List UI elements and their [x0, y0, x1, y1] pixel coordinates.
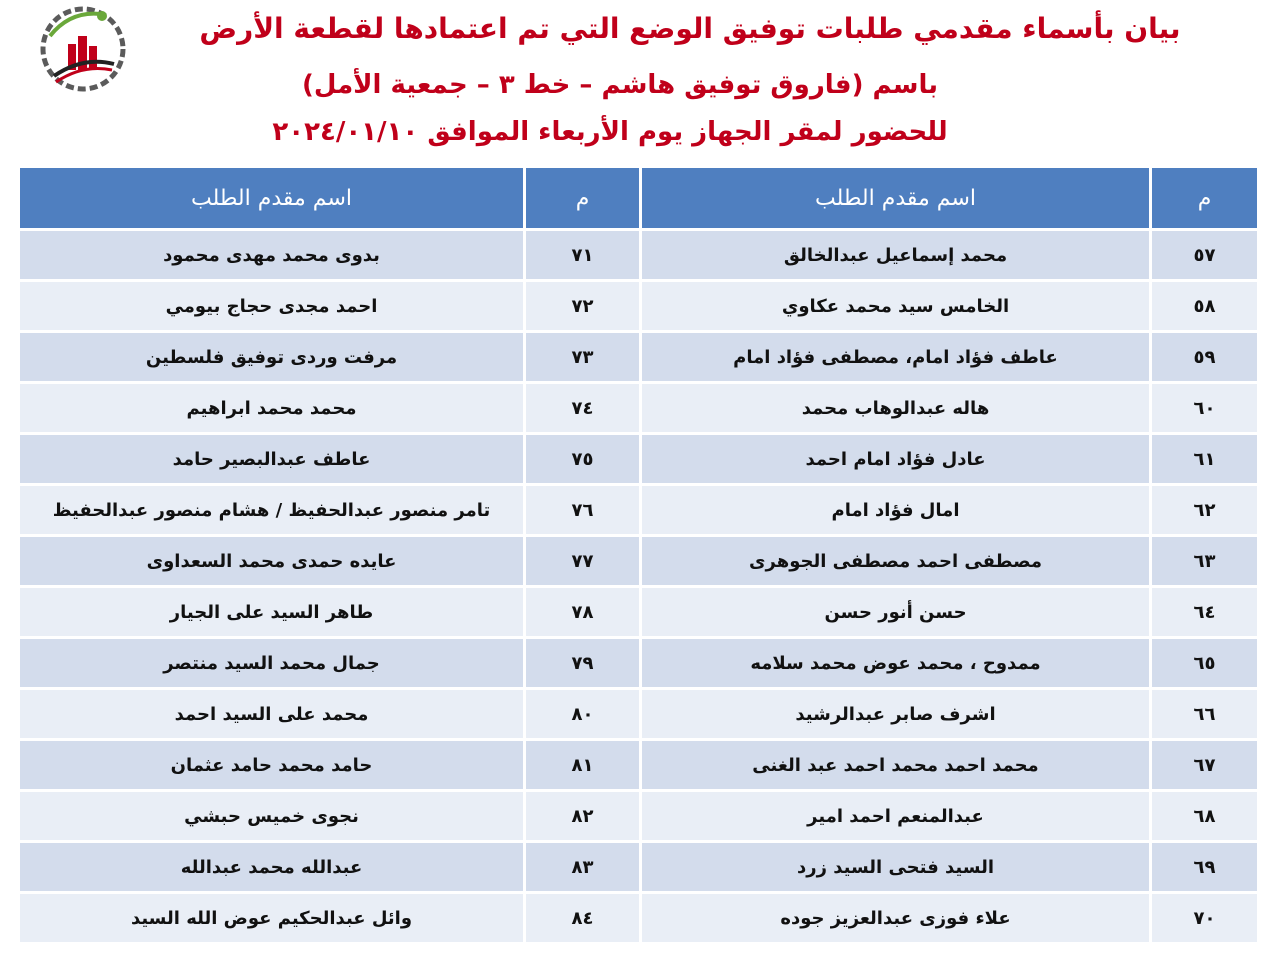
applicant-name-cell: علاء فوزى عبدالعزيز جوده [642, 894, 1152, 945]
applicant-name-cell: مصطفى احمد مصطفى الجوهرى [642, 537, 1152, 588]
row-number-cell: ٦٢ [1152, 486, 1260, 537]
attendance-date-line: للحضور لمقر الجهاز يوم الأربعاء الموافق ٢٠٢٤/٠١/١٠ [272, 117, 948, 147]
row-number-cell: ٦٥ [1152, 639, 1260, 690]
applicant-name-cell: عبدالله محمد عبدالله [20, 843, 526, 894]
table-row [20, 282, 1260, 333]
table-row [20, 537, 1260, 588]
applicant-name-cell: عاطف عبدالبصير حامد [20, 435, 526, 486]
row-number-cell: ٧٢ [526, 282, 642, 333]
applicant-name-cell: حامد محمد حامد عثمان [20, 741, 526, 792]
row-number-cell: ٦٤ [1152, 588, 1260, 639]
applicant-name-cell: نجوى خميس حبشي [20, 792, 526, 843]
column-header-num-right: م [1152, 168, 1260, 231]
table-row [20, 792, 1260, 843]
applicant-name-cell: عادل فؤاد امام احمد [642, 435, 1152, 486]
applicant-name-cell: اشرف صابر عبدالرشيد [642, 690, 1152, 741]
applicant-name-cell: السيد فتحى السيد زرد [642, 843, 1152, 894]
applicant-name-cell: طاهر السيد على الجيار [20, 588, 526, 639]
column-header-num-left: م [526, 168, 642, 231]
table-row [20, 741, 1260, 792]
table-row [20, 435, 1260, 486]
applicant-name-cell: ممدوح ، محمد عوض محمد سلامه [642, 639, 1152, 690]
row-number-cell: ٨٤ [526, 894, 642, 945]
row-number-cell: ٦١ [1152, 435, 1260, 486]
table-row [20, 639, 1260, 690]
applicant-name-cell: عبدالمنعم احمد امير [642, 792, 1152, 843]
table-row [20, 843, 1260, 894]
applicant-name-cell: محمد على السيد احمد [20, 690, 526, 741]
applicant-name-cell: محمد إسماعيل عبدالخالق [642, 231, 1152, 282]
row-number-cell: ٨٢ [526, 792, 642, 843]
table-row [20, 486, 1260, 537]
table-row [20, 588, 1260, 639]
table-header-row [20, 168, 1260, 231]
applicant-name-cell: وائل عبدالحكيم عوض الله السيد [20, 894, 526, 945]
applicant-name-cell: بدوى محمد مهدى محمود [20, 231, 526, 282]
document-title: بيان بأسماء مقدمي طلبات توفيق الوضع التي تم اعتمادها لقطعة الأرض [199, 12, 1181, 45]
row-number-cell: ٥٨ [1152, 282, 1260, 333]
row-number-cell: ٧٤ [526, 384, 642, 435]
row-number-cell: ٦٩ [1152, 843, 1260, 894]
applicant-name-cell: هاله عبدالوهاب محمد [642, 384, 1152, 435]
column-header-name-left: اسم مقدم الطلب [20, 168, 526, 231]
table-row [20, 231, 1260, 282]
row-number-cell: ٨٣ [526, 843, 642, 894]
row-number-cell: ٦٣ [1152, 537, 1260, 588]
row-number-cell: ٦٠ [1152, 384, 1260, 435]
row-number-cell: ٥٩ [1152, 333, 1260, 384]
column-header-name-right: اسم مقدم الطلب [642, 168, 1152, 231]
applicant-name-cell: محمد احمد محمد احمد عبد الغنى [642, 741, 1152, 792]
row-number-cell: ٨٠ [526, 690, 642, 741]
row-number-cell: ٦٧ [1152, 741, 1260, 792]
applicant-name-cell: تامر منصور عبدالحفيظ / هشام منصور عبدالحفيظ [20, 486, 526, 537]
applicant-name-cell: عاطف فؤاد امام، مصطفى فؤاد امام [642, 333, 1152, 384]
row-number-cell: ٧٦ [526, 486, 642, 537]
applicant-name-cell: جمال محمد السيد منتصر [20, 639, 526, 690]
row-number-cell: ٨١ [526, 741, 642, 792]
applicant-name-cell: عايده حمدى محمد السعداوى [20, 537, 526, 588]
row-number-cell: ٧٣ [526, 333, 642, 384]
row-number-cell: ٥٧ [1152, 231, 1260, 282]
row-number-cell: ٦٨ [1152, 792, 1260, 843]
applicant-name-cell: احمد مجدى حجاج بيومي [20, 282, 526, 333]
row-number-cell: ٧٩ [526, 639, 642, 690]
table-row [20, 894, 1260, 945]
table-row [20, 333, 1260, 384]
table-row [20, 384, 1260, 435]
row-number-cell: ٧٨ [526, 588, 642, 639]
applicant-name-cell: امال فؤاد امام [642, 486, 1152, 537]
row-number-cell: ٧٥ [526, 435, 642, 486]
document-subtitle: باسم (فاروق توفيق هاشم – خط ٣ – جمعية الأمل) [301, 70, 939, 100]
applicant-name-cell: مرفت وردى توفيق فلسطين [20, 333, 526, 384]
applicant-name-cell: الخامس سيد محمد عكاوي [642, 282, 1152, 333]
applicant-name-cell: محمد محمد ابراهيم [20, 384, 526, 435]
applicant-name-cell: حسن أنور حسن [642, 588, 1152, 639]
row-number-cell: ٧٧ [526, 537, 642, 588]
table-row [20, 690, 1260, 741]
applicants-table [20, 168, 1260, 945]
row-number-cell: ٦٦ [1152, 690, 1260, 741]
row-number-cell: ٧٠ [1152, 894, 1260, 945]
row-number-cell: ٧١ [526, 231, 642, 282]
